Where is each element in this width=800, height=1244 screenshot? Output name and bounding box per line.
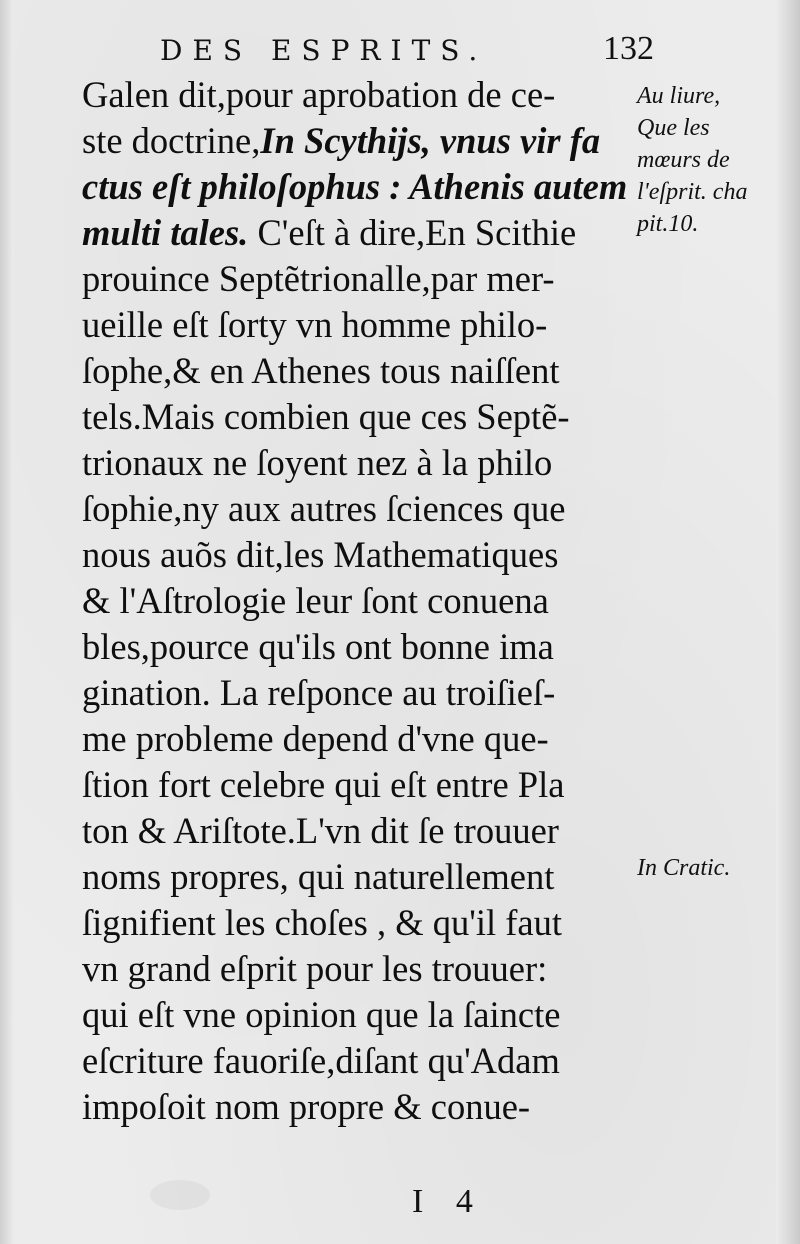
text-line: trionaux ne ſoyent nez à la philo	[82, 442, 553, 483]
margin-note-line: In Cratic.	[637, 855, 731, 881]
text-line: ſtion fort celebre qui eſt entre Pla	[82, 764, 565, 805]
margin-note-line: Que les	[637, 115, 710, 141]
text-line: impoſoit nom propre & conue-	[82, 1086, 531, 1127]
latin-quote: multi tales.	[82, 212, 249, 253]
text-line: tels.Mais combien que ces Septẽ-	[82, 396, 570, 437]
text-line: bles,pource qu'ils ont bonne ima	[82, 626, 554, 667]
text-line: prouince Septẽtrionalle,par mer-	[82, 258, 555, 299]
text-line: me probleme depend d'vne que-	[82, 718, 549, 759]
page-edge-left	[0, 0, 14, 1244]
margin-note-line: Au liure,	[637, 83, 721, 109]
text-line: nous auõs dit,les Mathematiques	[82, 534, 559, 575]
text-line: multi tales. C'eſt à dire,En Scithie	[82, 212, 577, 253]
margin-note-line: l'eſprit. cha	[637, 179, 748, 205]
text-line: noms propres, qui naturellement	[82, 856, 555, 897]
latin-quote-line: ctus eſt philoſophus : Athenis autem	[82, 166, 628, 207]
margin-note-line: pit.10.	[637, 211, 699, 237]
text-line: & l'Aſtrologie leur ſont conuena	[82, 580, 549, 621]
text-line: ste doctrine,In Scythijs, vnus vir fa	[82, 120, 601, 161]
margin-note-line: mœurs de	[637, 147, 730, 173]
text-line: qui eſt vne opinion que la ſaincte	[82, 994, 561, 1035]
text-line: ſignifient les choſes , & qu'il faut	[82, 902, 562, 943]
margin-note-au-liure	[637, 80, 747, 240]
text-line: Galen dit,pour aprobation de ce-	[82, 74, 556, 115]
signature-mark: I 4	[412, 1183, 485, 1220]
latin-quote: In Scythijs, vnus vir fa	[260, 120, 601, 161]
ink-smudge	[150, 1180, 210, 1210]
text-line: gination. La reſponce au troiſieſ-	[82, 672, 556, 713]
main-text-block	[82, 72, 642, 1130]
text-line: ueille eſt ſorty vn homme philo-	[82, 304, 548, 345]
text-line: eſcriture fauoriſe,diſant qu'Adam	[82, 1040, 560, 1081]
page-number: 132	[603, 30, 654, 67]
text-line: vn grand eſprit pour les trouuer:	[82, 948, 548, 989]
text-line: ſophie,ny aux autres ſciences que	[82, 488, 566, 529]
margin-note-in-cratic	[637, 852, 730, 884]
text-line: ton & Ariſtote.L'vn dit ſe trouuer	[82, 810, 559, 851]
running-head: DES ESPRITS.	[160, 34, 488, 67]
page-edge-right	[776, 0, 800, 1244]
text-line: ſophe,& en Athenes tous naiſſent	[82, 350, 560, 391]
